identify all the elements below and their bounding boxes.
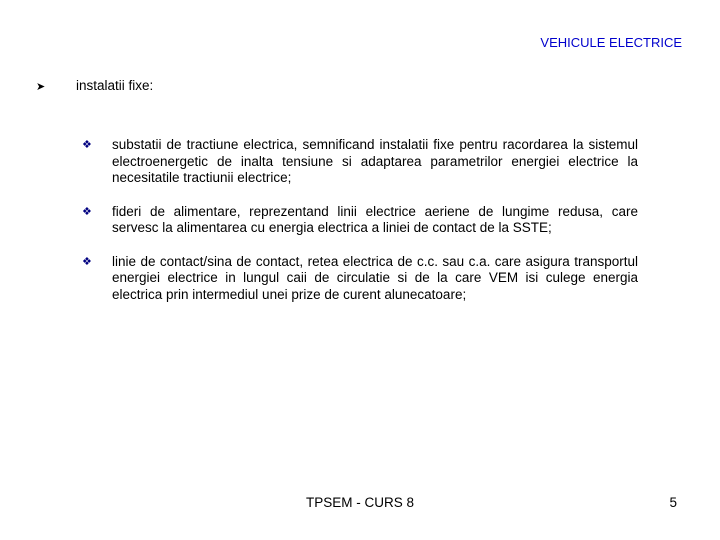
list-item-text: linie de contact/sina de contact, retea electrica de c.c. sau c.a. care asigura transportul energiei electrice in lungul caii de circulatie si de la care VEM isi culege energia electrica prin intermediul unei prize de curent alunecatoare; xyxy=(112,253,638,302)
diamond-bullet-icon: ❖ xyxy=(82,205,92,218)
page-number: 5 xyxy=(669,495,677,510)
arrowhead-bullet-icon: ➤ xyxy=(36,81,46,93)
list-item xyxy=(82,254,638,304)
list-item xyxy=(82,204,638,237)
footer-course-label: TPSEM - CURS 8 xyxy=(305,495,414,510)
level2-bullet-list xyxy=(82,137,638,320)
slide-header-title: VEHICULE ELECTRICE xyxy=(540,35,682,50)
diamond-bullet-icon: ❖ xyxy=(82,139,92,151)
diamond-bullet-icon: ❖ xyxy=(82,255,92,268)
level1-bullet-text: instalatii fixe: xyxy=(76,78,154,93)
list-item xyxy=(82,137,638,187)
list-item-text: substatii de tractiune electrica, semnificand instalatii fixe pentru racordarea la sistemul electroenergetic de inalta tensiune si adaptarea parametrilor energiei electrice la necesitatile tractiunii electrice; xyxy=(112,137,638,185)
list-item-text: fideri de alimentare, reprezentand linii electrice aeriene de lungime redusa, care servesc la alimentarea cu energia electrica a liniei de contact de la SSTE; xyxy=(112,203,638,235)
level1-bullet-item xyxy=(36,78,153,93)
